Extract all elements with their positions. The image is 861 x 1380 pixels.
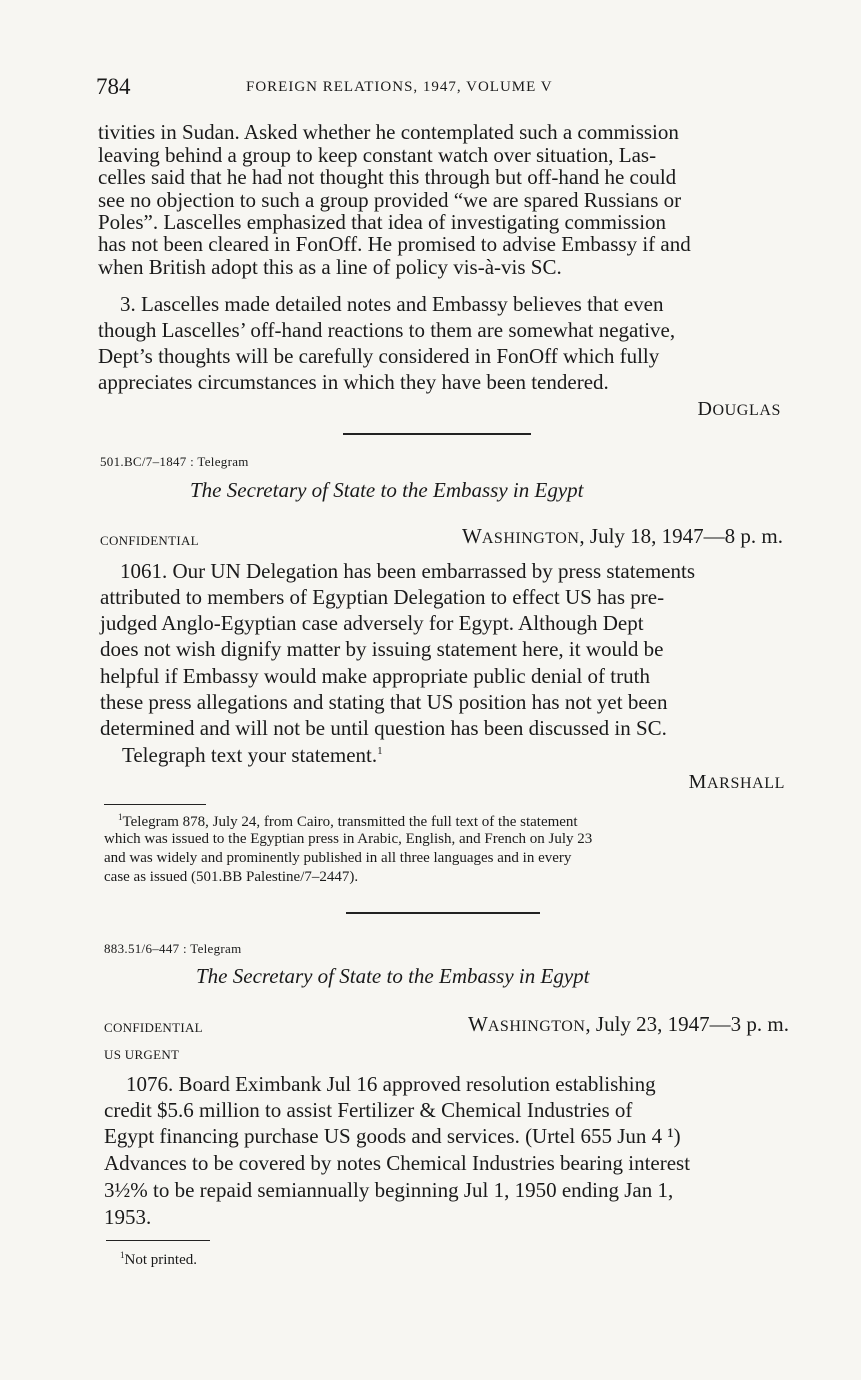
text-line: celles said that he had not thought this through but off-hand he could [98,165,677,189]
text-line: does not wish dignify matter by issuing statement here, it would be [100,637,664,661]
text-line: 3. Lascelles made detailed notes and Embassy believes that even [120,292,664,316]
file-reference: 501.BC/7–1847 : Telegram [100,454,249,469]
place-date: WASHINGTON, July 18, 1947—8 p. m. [462,524,783,548]
document-title: The Secretary of State to the Embassy in Egypt [190,478,584,502]
page-number: 784 [96,74,131,99]
footnote-rule [106,1240,210,1241]
text-line: determined and will not be until question has been discussed in SC. [100,716,667,740]
text-line: these press allegations and stating that US position has not yet been [100,690,668,714]
document-title: The Secretary of State to the Embassy in Egypt [196,964,590,988]
footnote-line: and was widely and prominently published in all three languages and in every [104,850,572,866]
text-line: Telegraph text your statement.$^1$ [122,743,383,767]
text-line: helpful if Embassy would make appropriate public denial of truth [100,664,650,688]
footnote-line: $^1$Not printed. [120,1250,197,1268]
text-line: 1953. [104,1205,152,1229]
text-line: Egypt financing purchase US goods and services. (Urtel 655 Jun 4 ¹) [104,1124,681,1148]
signature-marshall: MARSHALL [688,771,785,793]
text-line: has not been cleared in FonOff. He promised to advise Embassy if and [98,232,691,256]
footnote-line: case as issued (501.BB Palestine/7–2447). [104,869,359,885]
urgency: US URGENT [104,1047,180,1062]
file-reference: 883.51/6–447 : Telegram [104,941,242,956]
text-line: tivities in Sudan. Asked whether he contemplated such a commission [98,120,679,144]
footnote-ref: 1 [377,745,383,757]
text-line: attributed to members of Egyptian Delegation to effect US has pre- [100,585,665,609]
text-line: Dept’s thoughts will be carefully considered in FonOff which fully [98,344,660,368]
footnote-line: $^1$Telegram 878, July 24, from Cairo, transmitted the full text of the statement [118,812,578,830]
section-divider [343,433,531,435]
place-date: WASHINGTON, July 23, 1947—3 p. m. [468,1012,789,1036]
text-line: 3½% to be repaid semiannually beginning Jul 1, 1950 ending Jan 1, [104,1178,674,1202]
running-head: FOREIGN RELATIONS, 1947, VOLUME V [246,79,553,95]
text-line: judged Anglo-Egyptian case adversely for Egypt. Although Dept [100,611,644,635]
text-line: though Lascelles’ off-hand reactions to them are somewhat negative, [98,318,676,342]
text-line: 1076. Board Eximbank Jul 16 approved resolution establishing [126,1072,656,1096]
classification: CONFIDENTIAL [100,533,199,548]
text-line: when British adopt this as a line of policy vis-à-vis SC. [98,255,562,279]
footnote-line: which was issued to the Egyptian press in Arabic, English, and French on July 23 [104,831,593,847]
text-line: Poles”. Lascelles emphasized that idea of investigating commission [98,210,667,234]
signature-douglas: DOUGLAS [697,398,781,420]
text-line: leaving behind a group to keep constant watch over situation, Las- [98,143,657,167]
text-line: see no objection to such a group provided “we are spared Russians or [98,188,682,212]
text-line: appreciates circumstances in which they have been tendered. [98,370,609,394]
text-line: Advances to be covered by notes Chemical Industries bearing interest [104,1151,691,1175]
text-line: 1061. Our UN Delegation has been embarrassed by press statements [120,559,696,583]
classification: CONFIDENTIAL [104,1020,203,1035]
text-line: credit $5.6 million to assist Fertilizer & Chemical Industries of [104,1098,633,1122]
section-divider [346,912,540,914]
footnote-rule [104,804,206,805]
